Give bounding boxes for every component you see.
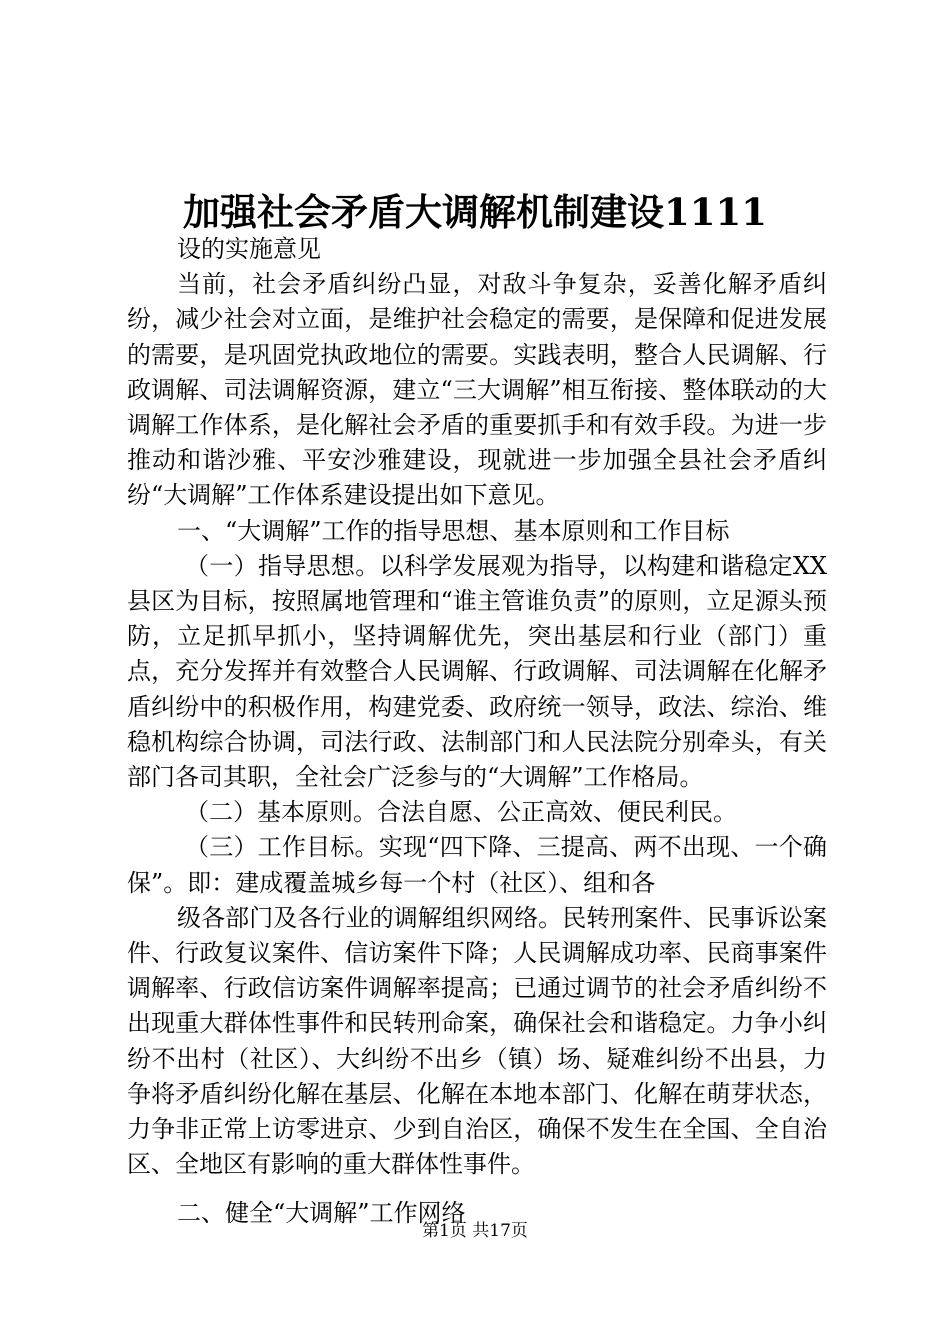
paragraph-guiding-ideology: （一）指导思想。以科学发展观为指导，以构建和谐稳定XX县区为目标，按照属地管理和“谁主管谁负责”的原则，立足源头预防，立足抓早抓小，坚持调解优先，突出基层和行业（部门）重点，充分发挥并有效整合人民调解、行政调解、司法调解在化解矛盾纠纷中的积极作用，构建党委、政府统一领导，政法、综治、维稳机构综合协调，司法行政、法制部门和人民法院分别牵头，有关部门各司其职，全社会广泛参与的“大调解”工作格局。 — [127, 551, 827, 792]
document-subtitle: 设的实施意见 — [177, 235, 321, 263]
document-title: 加强社会矛盾大调解机制建设1111 — [183, 190, 767, 234]
document-body — [127, 232, 827, 1232]
paragraph-work-goals-continued: 级各部门及各行业的调解组织网络。民转刑案件、民事诉讼案件、行政复议案件、信访案件下降；人民调解成功率、民商事案件调解率、行政信访案件调解率提高；已通过调节的社会矛盾纠纷不出现重大群体性事件和民转刑命案，确保社会和谐稳定。力争小纠纷不出村（社区）、大纠纷不出乡（镇）场、疑难纠纷不出县，力争将矛盾纠纷化解在基层、化解在本地本部门、化解在萌芽状态，力争非正常上访零进京、少到自治区，确保不发生在全国、全自治区、全地区有影响的重大群体性事件。 — [127, 903, 827, 1179]
page-number: 第1页 共17页 — [422, 1221, 528, 1241]
section-heading-1: 一、“大调解”工作的指导思想、基本原则和工作目标 — [177, 516, 730, 545]
section-heading-2: 二、健全“大调解”工作网络 — [177, 1199, 466, 1228]
paragraph-basic-principles: （二）基本原则。合法自愿、公正高效、便民利民。 — [185, 798, 737, 827]
paragraph-work-goals: （三）工作目标。实现“四下降、三提高、两不出现、一个确保”。即：建成覆盖城乡每一个村（社区）、组和各 — [127, 833, 827, 897]
paragraph-intro: 当前，社会矛盾纠纷凸显，对敌斗争复杂，妥善化解矛盾纠纷，减少社会对立面，是维护社会稳定的需要，是保障和促进发展的需要，是巩固党执政地位的需要。实践表明，整合人民调解、行政调解、司法调解资源，建立“三大调解”相互衔接、整体联动的大调解工作体系，是化解社会矛盾的重要抓手和有效手段。为进一步推动和谐沙雅、平安沙雅建设，现就进一步加强全县社会矛盾纠纷“大调解”工作体系建设提出如下意见。 — [127, 270, 827, 510]
